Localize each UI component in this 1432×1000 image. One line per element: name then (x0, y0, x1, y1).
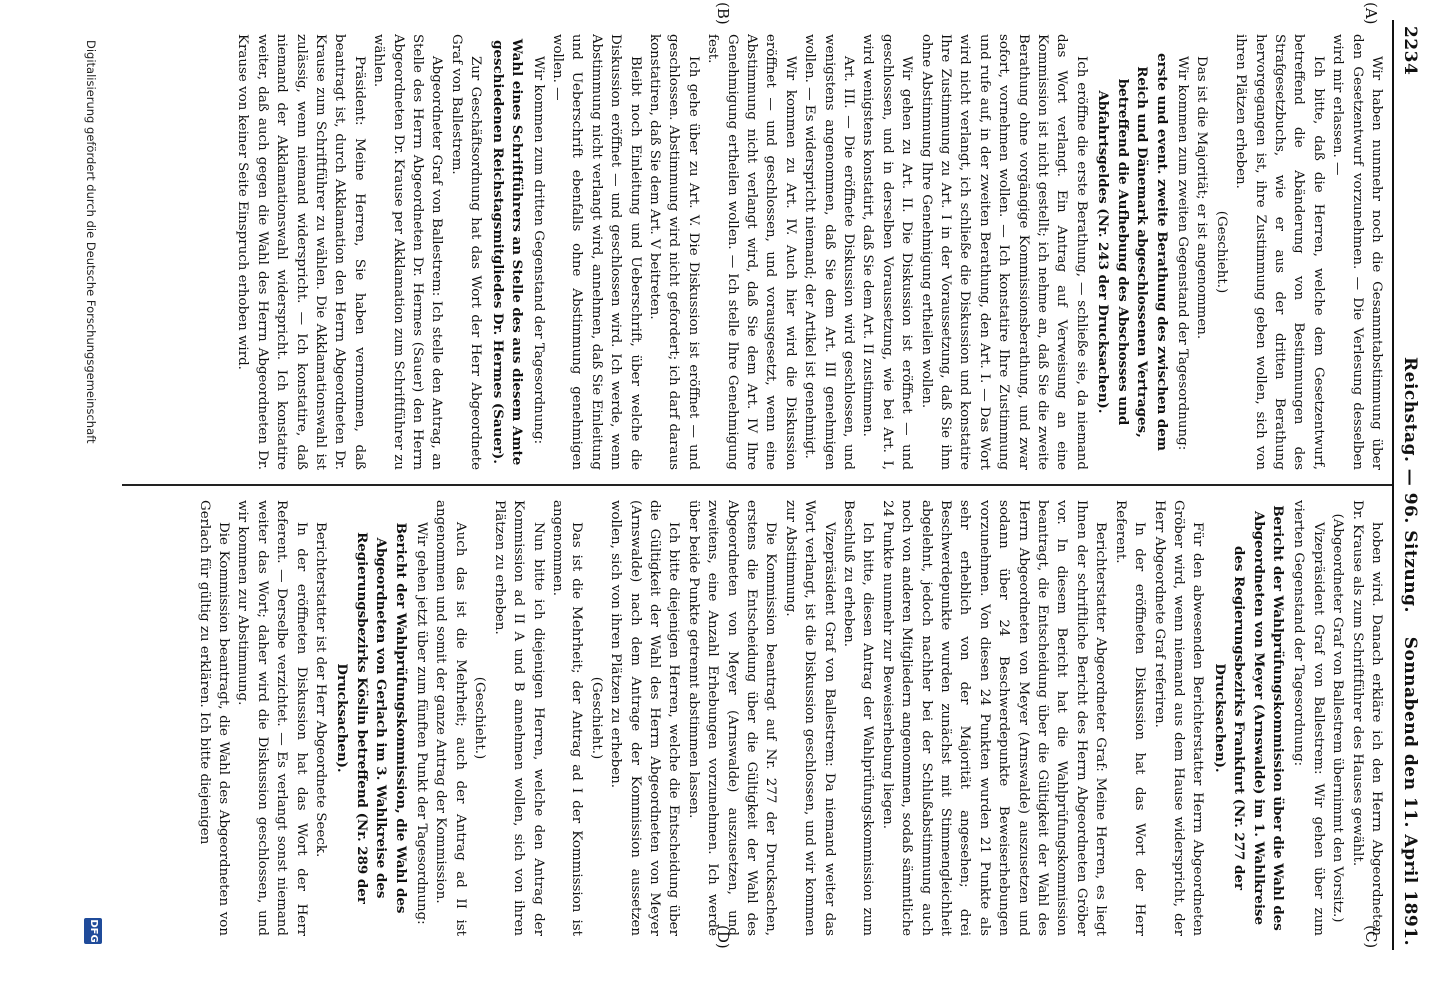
paragraph: hoben wird. Danach erkläre ich den Herrn Abgeordneten Dr. Krause als zum Schriftführer des Hauses gewählt. (1349, 500, 1384, 936)
paragraph: Wir gehen zu Art. II. Die Diskussion ist eröffnet — und geschlossen, und in derselben Voraussetzung, wie bei Art. I, wird wenigstens konstatirt, daß Sie dem Art. II zustimmen. (860, 34, 915, 470)
paragraph: Ich bitte diejenigen Herren, welche die Entscheidung über die Gültigkeit der Wahl des Herrn Abgeordneten von Meyer (Arnswalde) nach dem Antrage der Kommission aussetzen wollen, sich von ihren Plätzen zu erheben. (608, 500, 682, 936)
paragraph: Vizepräsident Graf von Ballestrem: Wir gehen über zum vierten Gegenstand der Tagesordnung: (1291, 500, 1326, 936)
paragraph: Die Kommission beantragt auf Nr. 277 der Drucksachen, erstens die Entscheidung über die Gültigkeit der Wahl des Abgeordneten von Meyer (Arnswalde) auszusetzen, und zweitens, eine Anzahl Erhebungen vorzunehmen. Ich werde über beide Punkte getrennt abstimmen lassen. (685, 500, 779, 936)
margin-mark-d: (D) (714, 925, 732, 949)
paragraph: In der eröffneten Diskussion hat das Wort der Herr Referent. (1112, 500, 1148, 936)
paragraph: Abgeordneter Graf von Ballestrem: Ich stelle den Antrag, an Stelle des Herrn Abgeordneten Dr. Hermes (Sauer) den Herrn Abgeordneten Dr. Krause per Akklamation zum Schriftführer zu wählen. (371, 34, 445, 470)
paragraph: Ich eröffne die erste Berathung, — schließe sie, da niemand das Wort verlangt. Ein Antrag auf Verweisung an eine Kommission ist nicht gestellt; ich nehme an, daß Sie die zweite Berathung ohne vorgängige Kommissionsberathung, und zwar sofort, vornehmen wollen. — Ich konstatire Ihre Zustimmung und rufe auf, in der zweiten Berathung, den Art. I. — Das Wort wird nicht verlangt, ich schließe die Diskussion und konstatire Ihre Zustimmung zu Art. I in der Voraussetzung, daß Sie ihm ohne Abstimmung Ihre Genehmigung ertheilen wollen. (918, 34, 1089, 470)
margin-mark-b: (B) (714, 2, 732, 25)
paragraph: Wir kommen zum zweiten Gegenstand der Tagesordnung: (1174, 56, 1190, 451)
paragraph: Die Kommission beantragt, die Wahl des Abgeordneten von Gerlach für gültig zu erklären. Ich bitte diejenigen (196, 500, 232, 936)
paragraph: Ich bitte, diesen Antrag der Wahlprüfungskommission zum Beschluß zu erheben. (841, 500, 876, 936)
column-divider (122, 484, 1392, 486)
agenda-heading: erste und event. zweite Berathung des zwischen dem Reich und Dänemark abgeschlossenen Vertrages, betreffend die Aufhebung des Abschosses und Abfahrtsgeldes (Nr. 243 der Drucksachen). (1095, 53, 1170, 451)
paragraph: In der eröffneten Diskussion hat das Wort der Herr Referent. — Derselbe verzichtet. — Es verlangt sonst niemand weiter das Wort; daher wird die Diskussion geschlossen, und wir kommen zur Abstimmung. (235, 500, 309, 936)
paragraph: Wir kommen zum dritten Gegenstand der Tagesordnung: (530, 56, 546, 445)
paragraph: Wir haben nunmehr noch die Gesammtabstimmung über den Gesetzentwurf vorzunehmen. — Die Verlesung desselben wird mir erlassen. — (1330, 34, 1384, 470)
session-date: Sonnabend den 11. April 1891. (1400, 636, 1420, 946)
margin-mark-c: (C) (1362, 925, 1380, 949)
right-column (146, 500, 1386, 936)
agenda-heading: Wahl eines Schriftführers an Stelle des aus diesem Amte geschiedenen Reichstagsmitgliedes Dr. Hermes (Sauer). (489, 38, 526, 466)
page-title: Reichstag. — 96. Sitzung. (1400, 357, 1420, 613)
footer-credit: Digitalisierung gefördert durch die Deutsche Forschungsgemeinschaft (84, 40, 98, 444)
paragraph: Bleibt noch Einleitung und Ueberschrift, über welche die Diskussion eröffnet — und geschlossen wird. Ich werde, wenn Abstimmung nicht verlangt wird, annehmen, daß Sie Einleitung und Ueberschrift ebenfalls ohne Abstimmung genehmigen wollen. — (549, 34, 643, 470)
paragraph: Ich bitte, daß die Herren, welche dem Gesetzentwurf, betreffend die Abänderung von Bestimmungen des Strafgesetzbuchs, wie er aus der dritten Berathung hervorgegangen ist, ihre Zustimmung geben wollen, sich von ihren Plätzen erheben. (1233, 34, 1326, 470)
paragraph: Auch das ist die Mehrheit; auch der Antrag ad II ist angenommen und somit der ganze Antrag der Kommission. (433, 500, 468, 936)
paragraph: Vizepräsident Graf von Ballestrem: Da niemand weiter das Wort verlangt, ist die Diskussion geschlossen, und wir kommen zur Abstimmung. (782, 500, 837, 936)
procedural-note: (Geschieht.) (472, 676, 488, 760)
page-header (1396, 20, 1424, 950)
paragraph: Präsident: Meine Herren, Sie haben vernommen, daß beantragt ist, durch Akklamation den Herrn Abgeordneten Dr. Krause zum Schriftführer zu wählen. Die Akklamationswahl ist zulässig, wenn niemand widerspricht. — Ich konstatire, daß niemand der Akklamationswahl widerspricht. Ich konstatire weiter, daß auch gegen die Wahl des Herrn Abgeordneten Dr. Krause von keiner Seite Einspruch erhoben wird. (235, 34, 367, 470)
margin-mark-a: (A) (1362, 2, 1380, 25)
paragraph: Zur Geschäftsordnung hat das Wort der Herr Abgeordnete Graf von Ballestrem. (448, 34, 484, 470)
header-rule (1392, 20, 1394, 950)
paragraph: Das ist die Mehrheit; der Antrag ad I der Kommission ist angenommen. (549, 500, 585, 936)
page-footer (80, 20, 102, 950)
page-number: 2234 (1400, 26, 1420, 76)
agenda-heading: Bericht der Wahlprüfungskommission über die Wahl des Abgeordneten von Meyer (Arnswalde) im 1. Wahlkreise des Regierungsbezirks Frankfurt (Nr. 277 der Drucksachen). (1211, 505, 1286, 931)
left-column (146, 34, 1386, 470)
procedural-note: (Geschieht.) (588, 676, 604, 760)
agenda-heading: Bericht der Wahlprüfungskommission, die Wahl des Abgeordneten von Gerlach im 3. Wahlkreise des Regierungsbezirks Köslin betreffend (Nr. 289 der Drucksachen). (334, 522, 409, 914)
paragraph: Das ist die Majorität; er ist angenommen. (1194, 56, 1210, 340)
document-page (60, 0, 1432, 960)
paragraph: Wir kommen zu Art. IV. Auch hier wird die Diskussion eröffnet — und geschlossen, und vorausgesetzt, wenn eine Abstimmung nicht verlangt wird, daß Sie dem Art. IV Ihre Genehmigung ertheilen wollen. — Ich stelle Ihre Genehmigung fest. (705, 34, 798, 470)
paragraph: Ich gehe über zu Art. V. Die Diskussion ist eröffnet — und geschlossen. Abstimmung wird nicht gefordert; ich darf daraus konstatiren, daß Sie dem Art. V beitreten. (646, 34, 701, 470)
dfg-logo: DFG (84, 918, 102, 944)
procedural-note: (Abgeordneter Graf von Ballestrem übernimmt den Vorsitz.) (1330, 513, 1346, 923)
paragraph: Nun bitte ich diejenigen Herren, welche den Antrag der Kommission ad II A und B annehmen wollen, sich von ihren Plätzen zu erheben. (491, 500, 546, 936)
paragraph: Für den abwesenden Berichterstatter Herrn Abgeordneten Gröber wird, wenn niemand aus dem Hause widerspricht, der Herr Abgeordnete Graf referiren. (1151, 500, 1206, 936)
paragraph: Art. III. — Die eröffnete Diskussion wird geschlossen, und wenigstens angenommen, daß Sie dem Art. III genehmigen wollen. — Es widerspricht niemand; der Artikel ist genehmigt. (802, 34, 857, 470)
paragraph: Wir gehen jetzt über zum fünften Punkt der Tagesordnung: (414, 522, 430, 925)
paragraph: Berichterstatter Abgeordneter Graf: Meine Herren, es liegt Ihnen der schriftliche Bericht des Herrn Abgeordneten Gröber vor. In diesem Bericht hat die Wahlprüfungskommission beantragt, die Entscheidung über die Gültigkeit der Wahl des Herrn Abgeordneten von Meyer (Arnswalde) auszusetzen und sodann über 24 Beschwerdepunkte Beweiserhebungen vorzunehmen. Von diesen 24 Punkten wurden 21 Punkte als sehr erheblich von der Majorität angesehen; drei Beschwerdepunkte wurden zunächst mit Stimmengleichheit abgelehnt, jedoch nachher bei der Schlußabstimmung auch noch von anderen Mitgliedern angenommen, sodaß sämmtliche 24 Punkte nunmehr zur Beweiserhebung liegen. (879, 500, 1109, 936)
procedural-note: (Geschieht.) (1213, 210, 1229, 294)
paragraph: Berichterstatter ist der Herr Abgeordnete Seeck. (313, 522, 329, 858)
